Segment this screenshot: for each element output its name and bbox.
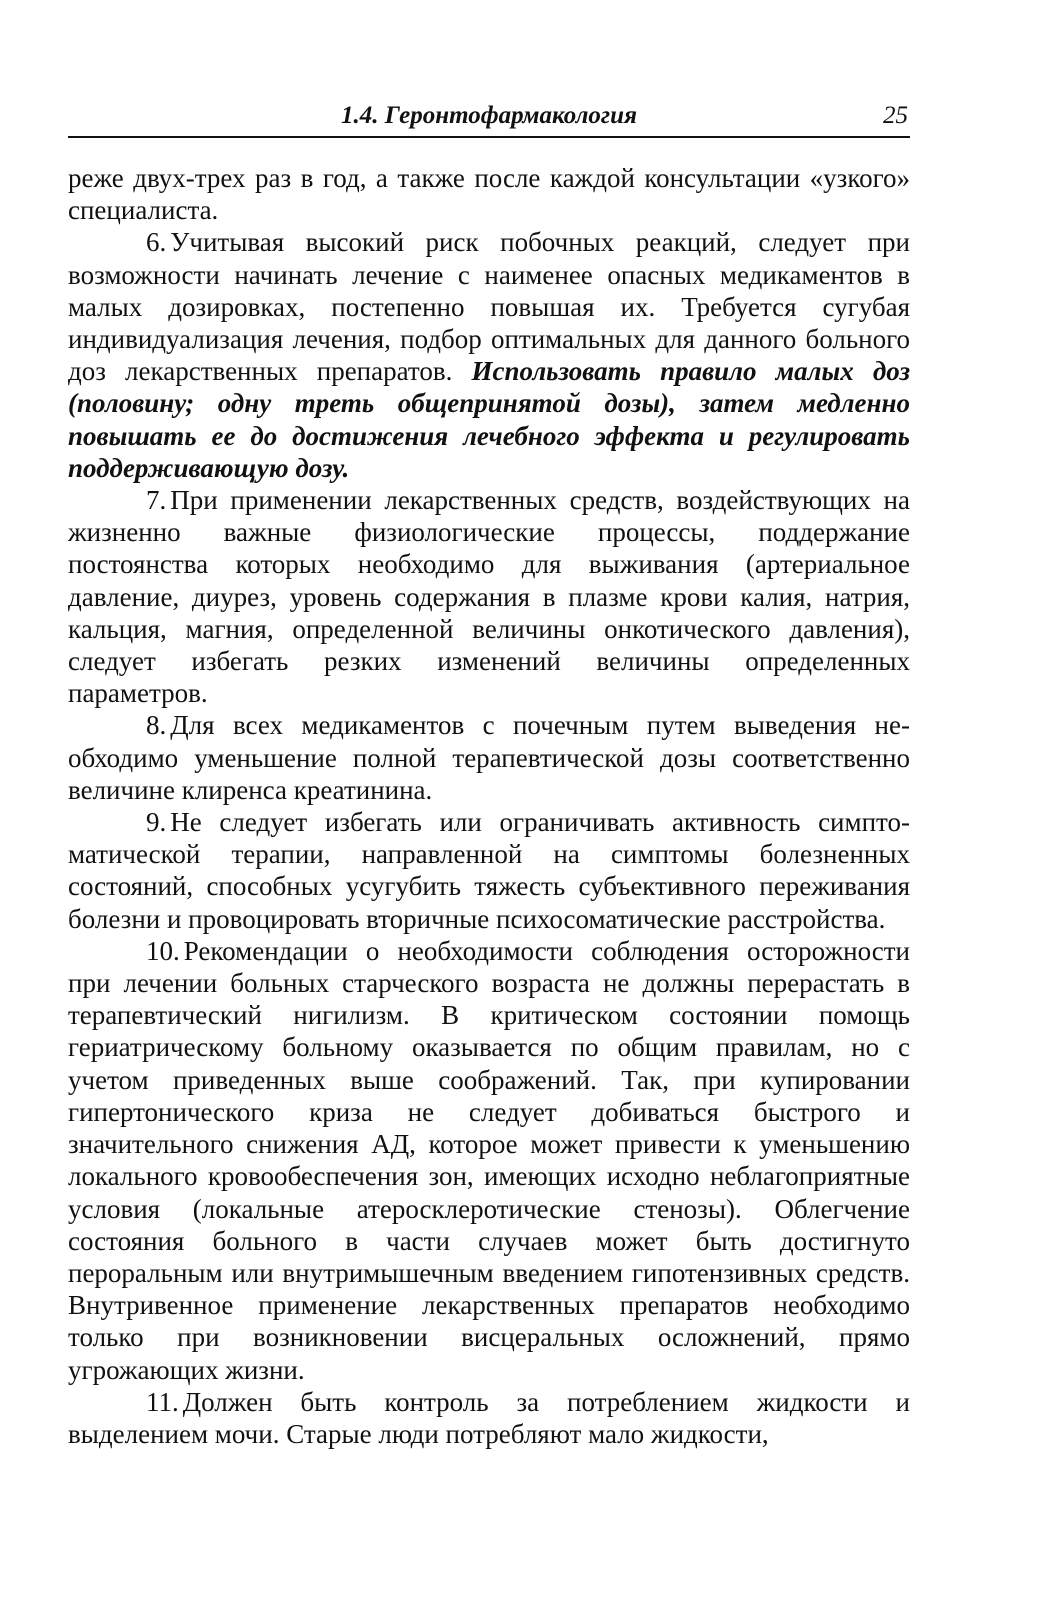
page-number: 25 bbox=[883, 102, 908, 129]
paragraph-continuation bbox=[68, 162, 910, 226]
list-item-10 bbox=[68, 935, 910, 1386]
item-number: 7. bbox=[146, 485, 167, 516]
list-item-8 bbox=[68, 709, 910, 806]
chapter-title: 1.4. Геронтофармакология bbox=[341, 102, 637, 129]
item-number: 8. bbox=[146, 710, 167, 741]
list-item-6 bbox=[68, 226, 910, 484]
paragraph-text: Рекомендации о необходимости соблюдения осторожности при лечении больных старческого возраста не должны перерастать в терапевтический нигилизм. В критическом состоянии помощь гериатрическому больному оказывается по общим правилам, но с учетом приведенных выше соображений. Так, при купировании гипертонического криза не следует добиваться быстрого и значительного снижения АД, которое может привести к уменьшению локального кровообеспечения зон, имеющих исходно неблагоприятные условия (локальные атеросклеротические стенозы). Облегчение состояния больного в части случаев может быть достигнуто пероральным или внутримышечным введением гипотензивных средств. Внутривенное применение лекарственных препаратов необходимо только при возникновении висцеральных осложнений, прямо угрожающих жизни. bbox=[68, 935, 910, 1385]
body-text bbox=[68, 162, 910, 1450]
paragraph-text: Учитывая высокий риск побочных реакций, следует при возможности начинать лечение с наименее опасных медикаментов в малых дозировках, постепенно повышая их. Требуется сугубая индивидуализация лечения, подбор оптимальных для данного больного доз лекарственных препаратов. bbox=[68, 227, 910, 387]
list-item-11 bbox=[68, 1386, 910, 1450]
list-item-9 bbox=[68, 806, 910, 935]
paragraph-text: реже двух-трех раз в год, а также после каждой консультации «узкого» специалиста. bbox=[68, 163, 910, 226]
item-number: 6. bbox=[146, 227, 167, 258]
list-item-7 bbox=[68, 484, 910, 709]
emphasis-text: Использовать правило малых доз (половину; одну треть общепринятой дозы), затем медленно повышать ее до достижения лечебного эффекта и регулировать поддерживающую дозу. bbox=[68, 356, 910, 483]
paragraph-text: Должен быть контроль за потреблением жидкости и выделением мочи. Старые люди потребляют мало жидкости, bbox=[68, 1386, 910, 1449]
paragraph-text: При применении лекарственных средств, воздействующих на жизненно важные физиологические процессы, поддержание постоянства которых необходимо для выживания (артериальное давление, диурез, уровень содержания в плазме крови калия, натрия, кальция, магния, определенной величины онкотического давления), следует избегать резких изменений величины определенных параметров. bbox=[68, 485, 910, 709]
item-number: 9. bbox=[146, 807, 167, 838]
paragraph-text: Не следует избегать или ограничивать активность симптоматической терапии, направленной на симптомы болезненных состояний, способных усугубить тяжесть субъективного переживания болезни и провоцировать вторичные психосоматические расстройства. bbox=[68, 807, 910, 934]
item-number: 11. bbox=[146, 1386, 179, 1417]
paragraph-text: Для всех медикаментов с почечным путем выведения необходимо уменьшение полной терапевтической дозы соответственно величине клиренса креатинина. bbox=[68, 710, 910, 805]
item-number: 10. bbox=[146, 935, 180, 966]
running-head bbox=[68, 100, 910, 138]
